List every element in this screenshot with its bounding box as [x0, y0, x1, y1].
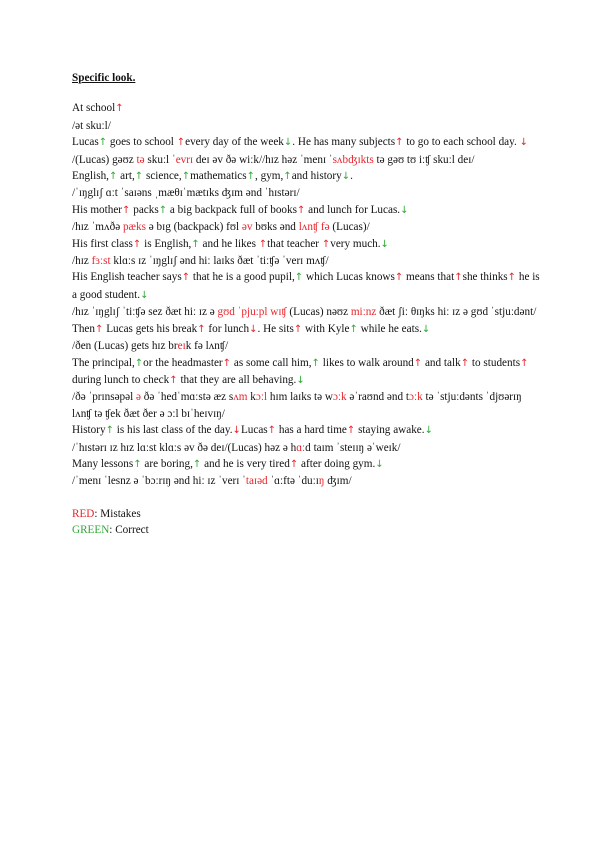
- text-segment: ə bɪg (backpack) fʊl: [145, 221, 242, 234]
- text-segment: is English,: [141, 237, 192, 250]
- text-segment: and he likes: [199, 237, 259, 250]
- text-segment: means that: [403, 271, 455, 284]
- text-segment: every day of the week: [185, 136, 284, 149]
- text-segment: /hɪz: [72, 255, 92, 268]
- rising-intonation-icon: ↑: [283, 171, 292, 183]
- rising-intonation-icon: ↑: [95, 323, 104, 335]
- text-line: [72, 338, 542, 354]
- rising-intonation-icon: ↑: [98, 137, 108, 149]
- rising-intonation-icon: ↑: [520, 357, 529, 369]
- text-segment: mathematics: [190, 170, 247, 183]
- text-segment: . He has many subjects: [292, 136, 396, 149]
- legend-green-label: GREEN: [72, 524, 110, 537]
- text-segment: hɪm laɪks tə w: [267, 391, 333, 404]
- text-segment: to students: [469, 356, 521, 369]
- text-line: [72, 253, 542, 269]
- rising-intonation-icon: ↑: [134, 171, 144, 183]
- falling-intonation-icon: ↓: [380, 238, 389, 250]
- text-segment: At school: [72, 102, 116, 115]
- text-segment: The principal,: [72, 356, 135, 369]
- rising-intonation-icon: ↑: [507, 272, 517, 284]
- text-segment: miːnz: [350, 306, 377, 319]
- rising-intonation-icon: ↑: [346, 425, 356, 437]
- text-segment: Lucas: [72, 136, 99, 149]
- text-segment: science,: [143, 170, 182, 183]
- text-segment: ɔːk: [409, 391, 423, 404]
- text-segment: art,: [117, 170, 135, 183]
- text-line: [72, 134, 542, 151]
- text-line: [72, 168, 542, 185]
- text-segment: is his last class of the day.: [113, 424, 233, 437]
- text-line: [72, 118, 542, 134]
- rising-intonation-icon: ↑: [158, 204, 168, 216]
- text-segment: gʊd ˈpjuːpl wɪʧ: [217, 306, 287, 319]
- rising-intonation-icon: ↑: [267, 425, 277, 437]
- text-segment: Lucas gets his break: [103, 322, 198, 335]
- text-segment: ʌm: [233, 391, 248, 404]
- text-line: [72, 269, 542, 304]
- rising-intonation-icon: ↑: [132, 238, 142, 250]
- text-segment: klɑːs ɪz ˈɪŋglɪʃ ənd hiː laɪks ðæt ˈtiːʧə ˈverɪ mʌʧ/: [110, 255, 329, 268]
- text-segment: which Lucas knows: [303, 271, 395, 284]
- text-line: [72, 456, 542, 473]
- text-segment: that he is a good pupil,: [190, 271, 295, 284]
- text-segment: /(Lucas) gəʊz: [72, 153, 137, 166]
- document-title: Specific look.: [72, 72, 136, 84]
- text-segment: staying awake.: [355, 424, 425, 437]
- rising-intonation-icon: ↑: [246, 171, 256, 183]
- rising-intonation-icon: ↑: [134, 357, 144, 369]
- text-segment: /ˈɪŋglɪʃ ɑːt ˈsaɪəns ˌmæθɪˈmætɪks ʤɪm ənd ˈhɪstərɪ/: [72, 187, 300, 200]
- text-segment: . He sits: [257, 322, 294, 335]
- rising-intonation-icon: ↑: [192, 458, 202, 470]
- rising-intonation-icon: ↑: [108, 171, 118, 183]
- text-segment: to go to each school day.: [403, 136, 520, 149]
- rising-intonation-icon: ↑: [115, 103, 124, 115]
- rising-intonation-icon: ↑: [176, 137, 186, 149]
- text-segment: very much.: [330, 237, 381, 250]
- text-segment: /ðen (Lucas) gets hɪz br: [72, 340, 178, 353]
- text-segment: ɔːl: [255, 391, 268, 404]
- text-segment: eɪ: [177, 340, 186, 353]
- legend-green-text: : Correct: [109, 524, 149, 537]
- text-segment: English,: [72, 170, 109, 183]
- text-segment: a big backpack full of books: [167, 203, 297, 216]
- text-segment: ðæt ʃiː θɪŋks hiː ɪz ə gʊd ˈstjuːdənt/: [376, 306, 537, 319]
- text-segment: (Lucas) nəʊz: [286, 306, 351, 319]
- rising-intonation-icon: ↑: [133, 458, 142, 470]
- text-segment: that teacher: [267, 237, 322, 250]
- legend-green: [72, 522, 542, 538]
- text-segment: skuːl ˈ: [144, 153, 176, 166]
- text-segment: sʌbʤɪkts: [332, 153, 374, 166]
- document-body: [72, 70, 542, 539]
- rising-intonation-icon: ↑: [105, 425, 114, 437]
- rising-intonation-icon: ↑: [311, 357, 320, 369]
- rising-intonation-icon: ↑: [122, 204, 131, 216]
- rising-intonation-icon: ↑: [169, 374, 178, 386]
- text-segment: əv: [241, 221, 253, 234]
- text-line: [72, 440, 542, 456]
- text-line: [72, 100, 542, 117]
- text-segment: for lunch: [205, 322, 250, 335]
- falling-intonation-icon: ↓: [519, 137, 528, 149]
- text-segment: and lunch for Lucas.: [305, 203, 401, 216]
- text-segment: ŋ: [318, 475, 325, 488]
- text-segment: he is a good student.: [72, 271, 540, 301]
- falling-intonation-icon: ↓: [140, 289, 149, 301]
- text-segment: and talk: [422, 356, 461, 369]
- falling-intonation-icon: ↓: [232, 425, 241, 437]
- falling-intonation-icon: ↓: [296, 374, 305, 386]
- text-segment: tə ˈstjuːdənts ˈdjʊərɪŋ lʌnʧ tə ʧek ðæt ðer ə ɔːl bɪˈheɪvɪŋ/: [72, 391, 522, 420]
- text-segment: /ət skuːl/: [72, 119, 111, 132]
- falling-intonation-icon: ↓: [400, 204, 409, 216]
- text-segment: during lunch to check: [72, 373, 170, 386]
- text-segment: Lucas: [240, 424, 268, 437]
- legend-red-label: RED: [72, 507, 95, 520]
- text-segment: ɔːk: [332, 391, 347, 404]
- text-segment: lʌnʧ fə: [298, 221, 330, 234]
- text-segment: tə: [136, 153, 145, 166]
- text-segment: that they are all behaving.: [177, 373, 297, 386]
- text-segment: His mother: [72, 203, 123, 216]
- falling-intonation-icon: ↓: [375, 458, 384, 470]
- legend-red: [72, 506, 542, 522]
- text-segment: /hɪz ˈɪŋglɪʃ ˈtiːʧə sez ðæt hiː ɪz ə: [72, 306, 218, 319]
- rising-intonation-icon: ↑: [394, 272, 404, 284]
- text-segment: has a hard time: [276, 424, 347, 437]
- rising-intonation-icon: ↑: [296, 204, 306, 216]
- text-segment: (Lucas)/: [329, 221, 370, 234]
- text-line: [72, 202, 542, 219]
- text-segment: bʊks ənd: [252, 221, 299, 234]
- rising-intonation-icon: ↑: [293, 323, 303, 335]
- falling-intonation-icon: ↓: [421, 323, 431, 335]
- text-segment: k: [247, 391, 256, 404]
- text-segment: .: [350, 170, 353, 183]
- text-segment: əˈraʊnd ənd t: [346, 391, 409, 404]
- text-segment: she thinks: [462, 271, 508, 284]
- text-segment: deɪ əv ðə wiːk//hɪz həz ˈmenɪ ˈ: [193, 153, 333, 166]
- color-legend: [72, 506, 542, 539]
- text-segment: Then: [72, 322, 95, 335]
- text-segment: ðə ˈhedˈmɑːstə æz s: [140, 391, 234, 404]
- rising-intonation-icon: ↑: [294, 272, 304, 284]
- falling-intonation-icon: ↓: [424, 425, 433, 437]
- text-segment: ə: [136, 391, 141, 404]
- text-line: [72, 389, 542, 422]
- text-segment: with Kyle: [302, 322, 350, 335]
- text-segment: History: [72, 424, 106, 437]
- text-line: [72, 473, 542, 489]
- rising-intonation-icon: ↑: [321, 238, 331, 250]
- text-segment: ˈɑːftə ˈduːɪ: [267, 475, 319, 488]
- text-segment: while he eats.: [357, 322, 422, 335]
- text-segment: likes to walk around: [319, 356, 414, 369]
- rising-intonation-icon: ↑: [454, 272, 463, 284]
- rising-intonation-icon: ↑: [191, 238, 200, 250]
- text-line: [72, 355, 542, 390]
- text-segment: and he is very tired: [201, 457, 290, 470]
- rising-intonation-icon: ↑: [222, 357, 232, 369]
- rising-intonation-icon: ↑: [181, 171, 191, 183]
- text-line: [72, 422, 542, 439]
- rising-intonation-icon: ↑: [181, 272, 191, 284]
- text-segment: goes to school: [107, 136, 177, 149]
- text-segment: /ˈhɪstərɪ ɪz hɪz lɑːst klɑːs əv ðə deɪ/(Lucas) həz ə h: [72, 441, 297, 454]
- text-segment: d taɪm ˈsteɪɪŋ əˈweɪk/: [305, 441, 401, 454]
- text-segment: packs: [130, 203, 159, 216]
- text-segment: fɜːst: [91, 255, 111, 268]
- text-line: [72, 152, 542, 168]
- rising-intonation-icon: ↑: [258, 238, 268, 250]
- rising-intonation-icon: ↑: [460, 357, 470, 369]
- text-segment: ɑː: [296, 441, 306, 454]
- rising-intonation-icon: ↑: [349, 323, 358, 335]
- text-segment: as some call him,: [231, 356, 312, 369]
- text-segment: , gym,: [255, 170, 284, 183]
- text-segment: /hɪz ˈmʌðə: [72, 221, 123, 234]
- text-segment: ʤɪm/: [324, 475, 352, 488]
- text-line: [72, 304, 542, 320]
- text-segment: k fə lʌnʧ/: [185, 340, 229, 353]
- text-segment: /ðə ˈprɪnsəpəl: [72, 391, 136, 404]
- text-line: [72, 236, 542, 253]
- text-segment: taɪəd: [245, 475, 268, 488]
- legend-red-text: : Mistakes: [94, 507, 141, 520]
- text-line: [72, 321, 542, 338]
- text-segment: evrɪ: [175, 153, 194, 166]
- text-segment: tə gəʊ tʊ iːʧ skuːl deɪ/: [373, 153, 475, 166]
- text-segment: and history: [291, 170, 342, 183]
- transcription-lines: [72, 100, 542, 489]
- falling-intonation-icon: ↓: [283, 137, 293, 149]
- rising-intonation-icon: ↑: [395, 137, 404, 149]
- falling-intonation-icon: ↓: [341, 171, 351, 183]
- rising-intonation-icon: ↑: [413, 357, 423, 369]
- text-segment: His English teacher says: [72, 271, 182, 284]
- text-segment: Many lessons: [72, 457, 134, 470]
- text-line: [72, 219, 542, 235]
- text-segment: are boring,: [141, 457, 193, 470]
- text-line: [72, 185, 542, 201]
- text-segment: after doing gym.: [298, 457, 376, 470]
- rising-intonation-icon: ↑: [197, 323, 206, 335]
- text-segment: His first class: [72, 237, 133, 250]
- text-segment: /ˈmenɪ ˈlesnz ə ˈbɔːrɪŋ ənd hiː ɪz ˈverɪ ˈ: [72, 475, 246, 488]
- falling-intonation-icon: ↓: [249, 323, 258, 335]
- rising-intonation-icon: ↑: [289, 458, 299, 470]
- text-segment: or the headmaster: [143, 356, 223, 369]
- text-segment: pæks: [122, 221, 146, 234]
